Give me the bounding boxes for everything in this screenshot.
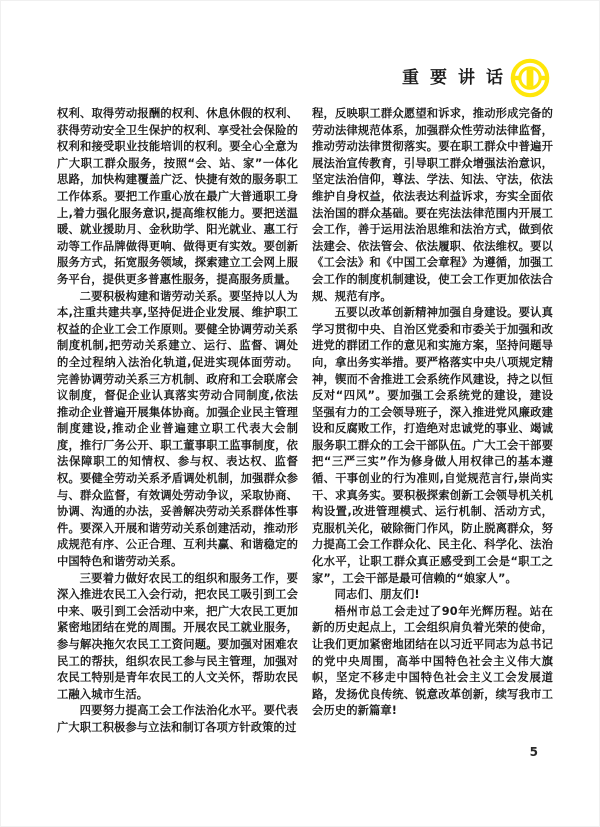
paragraph-point-four-continued: 程，反映职工群众愿望和诉求，推动形成完备的劳动法律规范体系，加强群众性劳动法律监督，推动劳动法律贯彻落实。要在职工群众中普遍开展法治宣传教育，引导职工群众增强法治意识，坚定法治信仰，尊法、学法、知法、守法，依法维护自身权益，依法表达利益诉求，夯实全面依法治国的群众基础。要在宪法法律范围内开展工会工作，善于运用法治思维和法治方式，做到依法建会、依法管会、依法履职、依法维权。要以《工会法》和《中国工会章程》为遵循，加强工会工作的制度机制建设，使工会工作更加依法合规、规范有序。 <box>312 107 553 303</box>
left-column <box>57 106 298 737</box>
paragraph-continuation: 权利、取得劳动报酬的权利、休息休假的权利、获得劳动安全卫生保护的权利、享受社会保险的权利和接受职业技能培训的权利。要全心全意为广大职工群众服务，按照“会、站、家”一体化思路，加快构建覆盖广泛、快捷有效的服务职工工作体系。要把工作重心放在最广大普通职工身上,着力强化服务意识,提高维权能力。要把送温暖、就业援助月、金秋助学、阳光就业、惠工行动等工作品牌做得更响、做得更有实效。要创新服务方式，拓宽服务领域，探索建立工会网上服务平台，提供更多普惠性服务，提高服务质量。 <box>57 107 298 286</box>
paragraph-salutation: 同志们、朋友们! <box>334 588 420 602</box>
page-header-title: 重要讲话 <box>402 67 514 88</box>
paragraph-closing: 梧州市总工会走过了90年光辉历程。站在新的历史起点上，工会组织肩负着光荣的使命，让我们更加紧密地团结在以习近平同志为总书记的党中央周围，高举中国特色社会主义伟大旗帜，坚定不移走中国特色社会主义工会发展道路，发扬优良传统、锐意改革创新，续写我市工会历史的新篇章! <box>312 604 553 718</box>
paragraph-point-five: 五要以改革创新精神加强自身建设。要认真学习贯彻中央、自治区党委和市委关于加强和改进党的群团工作的意见和实施方案，坚持问题导向，拿出务实举措。要严格落实中央八项规定精神，锲而不舍推进工会系统作风建设，持之以恒反对“四风”。要加强工会系统党的建设，建设坚强有力的工会领导班子，深入推进党风廉政建设和反腐败工作，打造绝对忠诚党的事业、竭诚服务职工群众的工会干部队伍。广大工会干部要把“三严三实”作为修身做人用权律己的基本遵循、干事创业的行为准则,自觉规范言行,崇尚实干、求真务实。要积极探索创新工会领导机关机构设置,改进管理模式、运行机制、活动方式，克服机关化，破除衙门作风，防止脱离群众，努力提高工会工作群众化、民主化、科学化、法治化水平，让职工群众真正感受到工会是“职工之家”，工会干部是最可信赖的“娘家人”。 <box>312 306 553 585</box>
paragraph-point-two: 二要积极构建和谐劳动关系。要坚持以人为本,注重共建共享,坚持促进企业发展、维护职工权益的企业工会工作原则。要健全协调劳动关系制度机制,把劳动关系建立、运行、监督、调处的全过程纳入法治化轨道,促进实现体面劳动。完善协调劳动关系三方机制、政府和工会联席会议制度，督促企业认真落实劳动合同制度,依法推动企业普遍开展集体协商。加强企业民主管理制度建设,推动企业普遍建立职工代表大会制度，推行厂务公开、职工董事职工监事制度，依法保障职工的知情权、参与权、表达权、监督权。要健全劳动关系矛盾调处机制，加强群众参与、群众监督，有效调处劳动争议，采取协商、协调、沟通的办法，妥善解决劳动关系群体性事件。要深入开展和谐劳动关系创建活动，推动形成规范有序、公正合理、互利共赢、和谐稳定的中国特色和谐劳动关系。 <box>57 289 298 569</box>
trade-union-emblem-icon <box>510 58 550 98</box>
paragraph-point-four-start: 四要努力提高工会工作法治化水平。要代表广大职工积极参与立法和制订各项方针政策的过 <box>57 704 298 734</box>
page-header <box>402 58 550 98</box>
right-column <box>312 106 553 737</box>
paragraph-point-three: 三要着力做好农民工的组织和服务工作，要深入推进农民工入会行动，把农民工吸引到工会中来、吸引到工会活动中来，把广大农民工更加紧密地团结在党的周围。开展农民工就业服务，参与解决拖欠农民工工资问题。要加强对困难农民工的帮扶，组织农民工参与民主管理，加强对农民工特别是青年农民工的人文关怀，帮助农民工融入城市生活。 <box>57 571 298 701</box>
page-number: 5 <box>529 745 538 759</box>
article-body <box>57 106 554 737</box>
